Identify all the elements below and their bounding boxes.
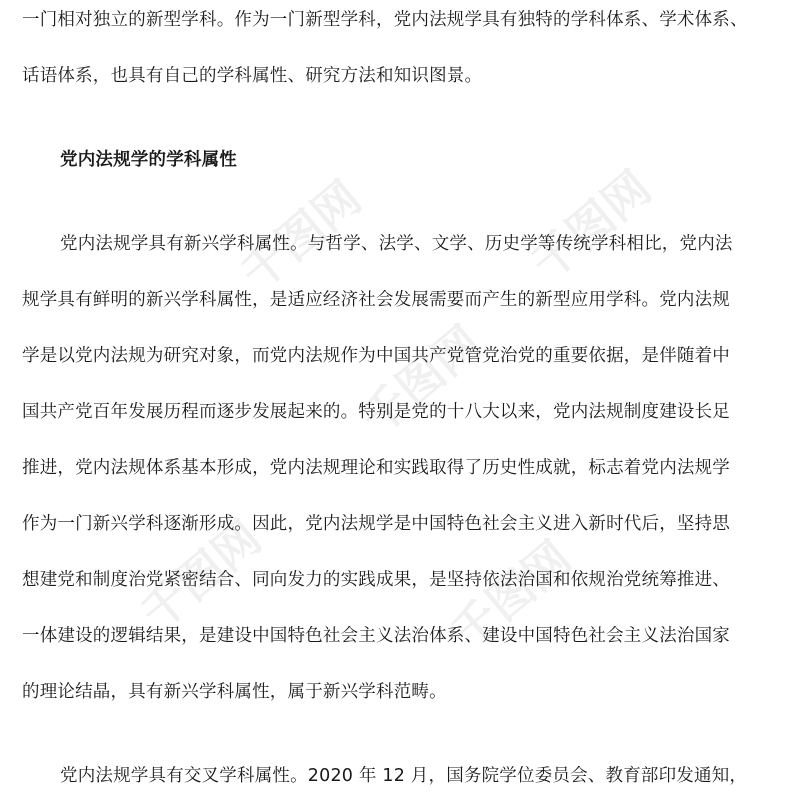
paragraph-line: 党内法规学具有交叉学科属性。2020 年 12 月，国务院学位委员会、教育部印发通知， [60, 766, 748, 786]
watermark: 千图网 [350, 315, 492, 446]
paragraph-line: 想建党和制度治党紧密结合、同向发力的实践成果，是坚持依法治国和依规治党统筹推进、 [22, 570, 730, 590]
watermark: 千图网 [230, 170, 372, 301]
paragraph-line: 党内法规学具有新兴学科属性。与哲学、法学、文学、历史学等传统学科相比，党内法 [60, 234, 733, 254]
watermark: 千图网 [520, 160, 662, 291]
watermark: 千图网 [130, 510, 272, 641]
section-heading: 党内法规学的学科属性 [60, 150, 237, 170]
watermark: 千图网 [440, 530, 582, 661]
paragraph-line: 话语体系，也具有自己的学科属性、研究方法和知识图景。 [22, 66, 483, 86]
paragraph-line: 一门相对独立的新型学科。作为一门新型学科，党内法规学具有独特的学科体系、学术体系、 [22, 10, 748, 30]
paragraph-line: 一体建设的逻辑结果，是建设中国特色社会主义法治体系、建设中国特色社会主义法治国家 [22, 626, 730, 646]
paragraph-line: 国共产党百年发展历程而逐步发展起来的。特别是党的十八大以来，党内法规制度建设长足 [22, 402, 730, 422]
paragraph-line: 学是以党内法规为研究对象，而党内法规作为中国共产党管党治党的重要依据，是伴随着中 [22, 346, 730, 366]
paragraph-line: 推进，党内法规体系基本形成，党内法规理论和实践取得了历史性成就，标志着党内法规学 [22, 458, 730, 478]
paragraph-line: 的理论结晶，具有新兴学科属性，属于新兴学科范畴。 [22, 682, 447, 702]
paragraph-line: 规学具有鲜明的新兴学科属性，是适应经济社会发展需要而产生的新型应用学科。党内法规 [22, 290, 730, 310]
paragraph-line: 作为一门新兴学科逐渐形成。因此，党内法规学是中国特色社会主义进入新时代后，坚持思 [22, 514, 730, 534]
